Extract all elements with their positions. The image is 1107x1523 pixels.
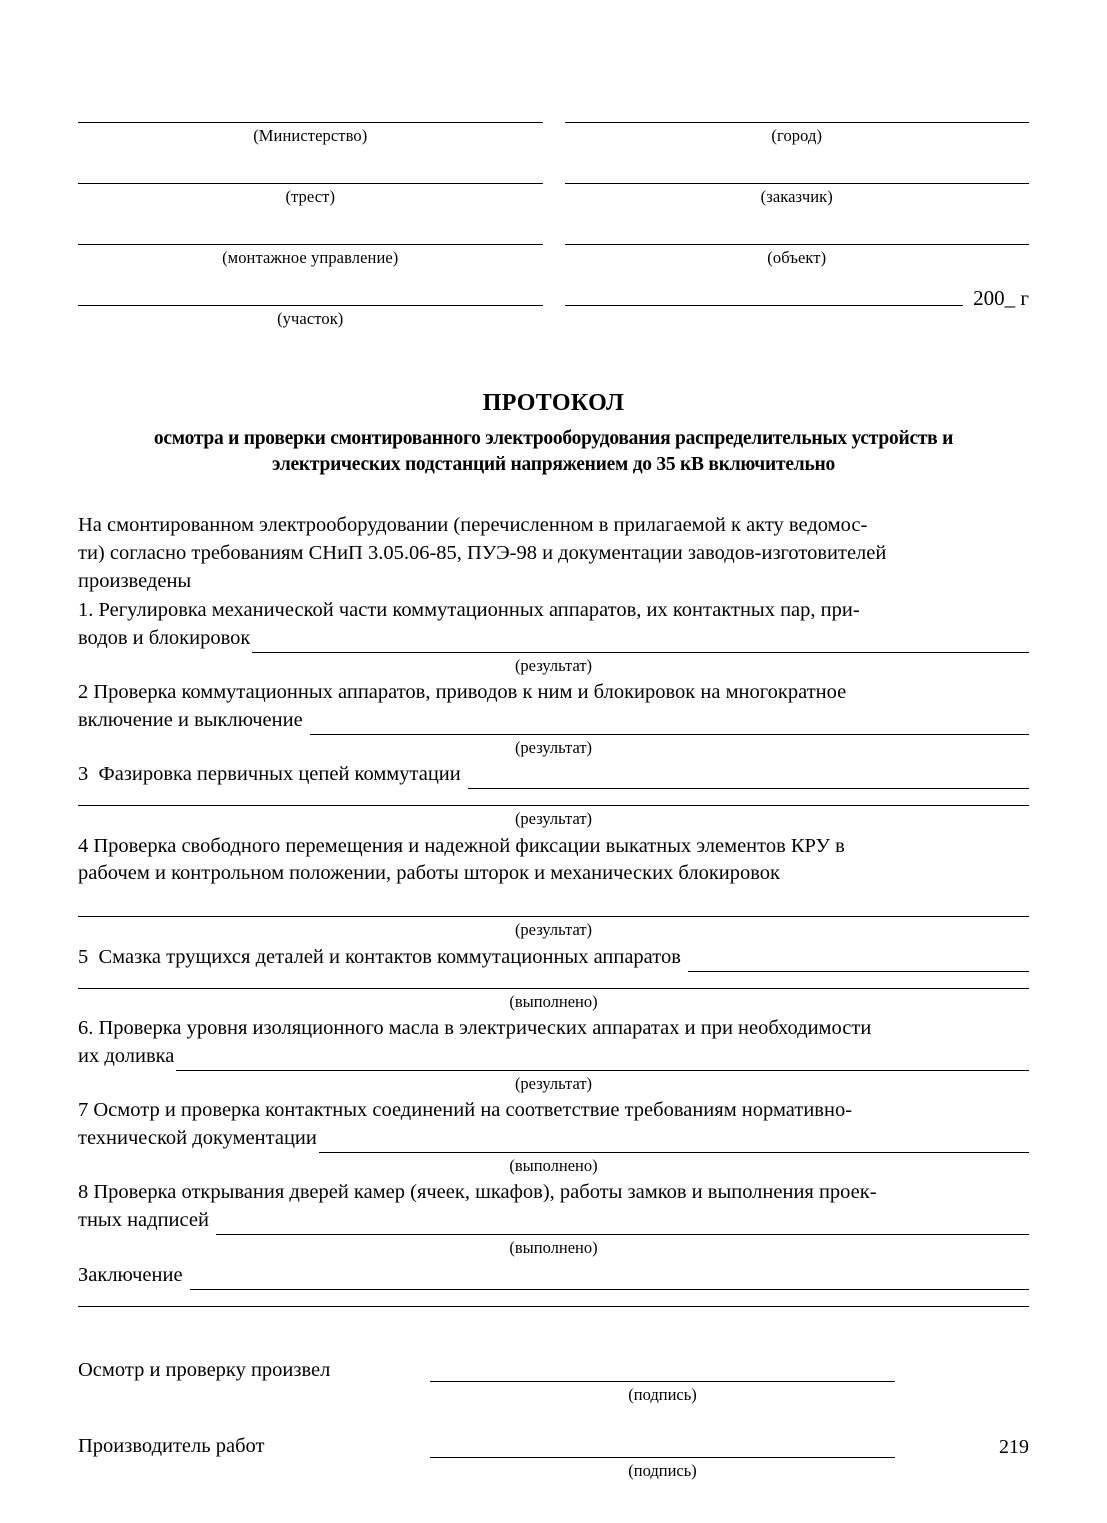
field-object-caption: (объект) xyxy=(767,248,827,267)
item-1-line-1: 1. Регулировка механической части коммутационных аппаратов, их контактных пар, при- xyxy=(78,598,860,621)
field-trust-line[interactable] xyxy=(78,163,543,184)
document-title-block xyxy=(78,390,1029,478)
item-6-line-1: 6. Проверка уровня изоляционного масла в электрических аппаратах и при необходимости xyxy=(78,1017,872,1040)
field-trust xyxy=(78,163,543,207)
item-7-line-2-text: технической документации xyxy=(78,1127,317,1150)
field-date-line[interactable] xyxy=(565,285,964,306)
item-8-line-1: 8 Проверка открывания дверей камер (ячеек, шкафов), работы замков и выполнения проек- xyxy=(78,1181,877,1204)
item-1-caption: (результат) xyxy=(514,655,593,675)
item-3-line-1 xyxy=(78,761,1029,789)
item-8-line-2 xyxy=(78,1207,1029,1235)
conclusion-input-line[interactable] xyxy=(190,1272,1029,1290)
field-object-line[interactable] xyxy=(565,224,1030,245)
signature-inspector-caption: (подпись) xyxy=(628,1384,697,1404)
item-8-line-2-text: тных надписей xyxy=(78,1209,215,1232)
field-installation-department-line[interactable] xyxy=(78,224,543,245)
field-section xyxy=(78,285,543,329)
item-4-input-line[interactable] xyxy=(78,916,1029,917)
item-1-line-2 xyxy=(78,625,1029,653)
item-5-text: 5 Смазка трущихся деталей и контактов коммутационных аппаратов xyxy=(78,945,686,968)
field-trust-caption: (трест) xyxy=(285,187,336,206)
item-3-spacer xyxy=(78,789,1029,799)
item-6-line-2 xyxy=(78,1043,1029,1071)
item-3-input-line[interactable] xyxy=(468,771,1029,789)
header-left-column xyxy=(78,102,543,346)
item-3-text: 3 Фазировка первичных цепей коммутации xyxy=(78,763,466,786)
field-ministry-caption: (Министерство) xyxy=(253,126,368,145)
item-6-input-line[interactable] xyxy=(176,1053,1029,1071)
conclusion-row xyxy=(78,1262,1029,1290)
page-title: ПРОТОКОЛ xyxy=(482,390,625,416)
signature-row-inspector xyxy=(78,1359,1029,1382)
item-6-line-2-text: их доливка xyxy=(78,1044,175,1067)
item-7-line-2 xyxy=(78,1125,1029,1153)
field-city-line[interactable] xyxy=(565,102,1030,123)
field-customer-caption: (заказчик) xyxy=(760,187,833,206)
item-4-line-2: рабочем и контрольном положении, работы шторок и механических блокировок xyxy=(78,862,781,885)
item-8-caption: (выполнено) xyxy=(509,1238,598,1258)
signature-foreman-line[interactable] xyxy=(430,1437,895,1458)
field-date xyxy=(565,285,1030,310)
intro-line-2: ти) согласно требованиям СНиП 3.05.06-85, ПУЭ-98 и документации заводов-изготовителей xyxy=(78,542,887,565)
page-subtitle-line-2: электрических подстанций напряжением до 35 кВ включительно xyxy=(272,454,835,476)
header-fields xyxy=(78,102,1029,346)
page-number: 219 xyxy=(999,1436,1029,1458)
item-2-line-1: 2 Проверка коммутационных аппаратов, приводов к ним и блокировок на многократное xyxy=(78,681,847,704)
field-ministry-line[interactable] xyxy=(78,102,543,123)
item-7-input-line[interactable] xyxy=(319,1135,1029,1153)
page-subtitle-line-1: осмотра и проверки смонтированного электрооборудования распределительных устройств и xyxy=(153,428,954,449)
item-1-line-2-text: водов и блокировок xyxy=(78,626,251,649)
item-3-input-line-2[interactable] xyxy=(78,805,1029,806)
item-4-caption: (результат) xyxy=(514,920,593,940)
item-4-line-1: 4 Проверка свободного перемещения и надежной фиксации выкатных элементов КРУ в xyxy=(78,834,845,857)
document-body xyxy=(78,512,1029,1306)
field-customer-line[interactable] xyxy=(565,163,1030,184)
field-city xyxy=(565,102,1030,146)
item-2-input-line[interactable] xyxy=(310,717,1029,735)
conclusion-input-line-2[interactable] xyxy=(78,1306,1029,1307)
conclusion-spacer xyxy=(78,1290,1029,1300)
item-2-line-2-text: включение и выключение xyxy=(78,708,308,731)
field-installation-department-caption: (монтажное управление) xyxy=(222,248,399,267)
item-7-line-1: 7 Осмотр и проверка контактных соединений на соответствие требованиям нормативно- xyxy=(78,1099,853,1122)
field-installation-department xyxy=(78,224,543,268)
item-6-caption: (результат) xyxy=(514,1073,593,1093)
field-customer xyxy=(565,163,1030,207)
item-5-caption: (выполнено) xyxy=(509,991,598,1011)
item-5-line-1 xyxy=(78,944,1029,972)
item-8-input-line[interactable] xyxy=(216,1217,1029,1235)
field-section-line[interactable] xyxy=(78,285,543,306)
item-7-caption: (выполнено) xyxy=(509,1156,598,1175)
signature-row-foreman xyxy=(78,1435,1029,1458)
signature-block xyxy=(78,1359,1029,1481)
signature-foreman-label: Производитель работ xyxy=(78,1434,265,1457)
conclusion-label: Заключение xyxy=(78,1263,188,1286)
item-1-input-line[interactable] xyxy=(252,635,1029,653)
intro-line-3: произведены xyxy=(78,570,192,592)
item-2-caption: (результат) xyxy=(514,737,593,757)
intro-line-1: На смонтированном электрооборудовании (перечисленном в прилагаемой к акту ведомос- xyxy=(78,514,868,537)
item-5-input-line-2[interactable] xyxy=(78,988,1029,989)
item-3-caption: (результат) xyxy=(514,809,593,829)
field-city-caption: (город) xyxy=(771,126,823,145)
header-right-column xyxy=(565,102,1030,346)
item-5-input-line[interactable] xyxy=(688,954,1029,972)
signature-inspector-label: Осмотр и проверку произвел xyxy=(78,1358,331,1381)
page-subtitle xyxy=(78,426,1029,478)
field-section-caption: (участок) xyxy=(277,309,344,328)
signature-inspector-line[interactable] xyxy=(430,1361,895,1382)
item-5-spacer xyxy=(78,972,1029,982)
field-date-year-label: 200_ г xyxy=(973,286,1029,310)
field-ministry xyxy=(78,102,543,146)
field-object xyxy=(565,224,1030,268)
item-4-spacer xyxy=(78,888,1029,910)
item-2-line-2 xyxy=(78,707,1029,735)
signature-foreman-caption: (подпись) xyxy=(628,1460,697,1480)
